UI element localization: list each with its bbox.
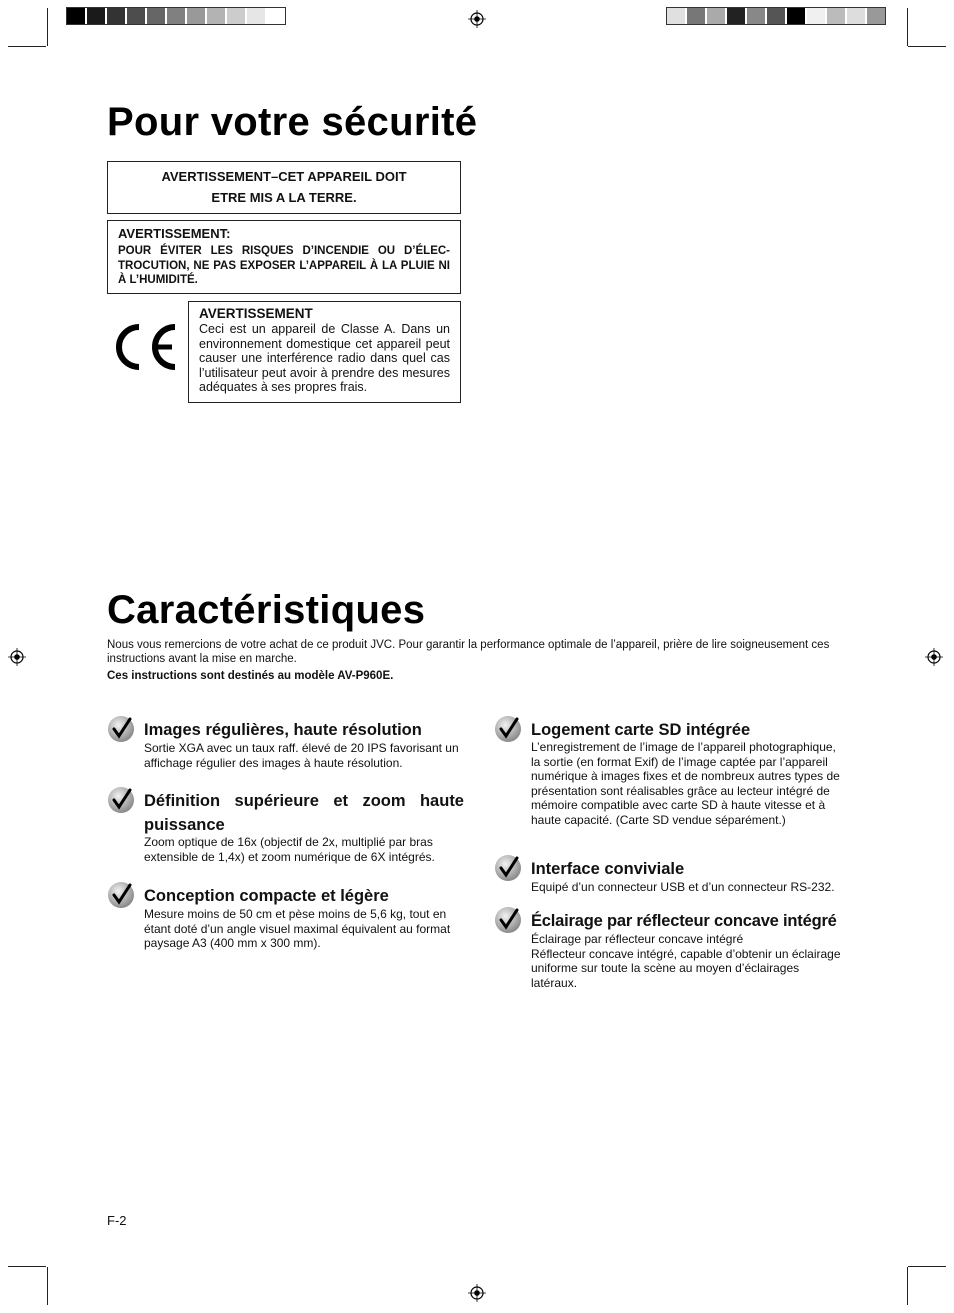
feature-item bbox=[107, 786, 467, 866]
checkmark-icon bbox=[107, 786, 135, 814]
class-a-warning-text: Ceci est un appareil de Classe A. Dans un environnement domestique cet appareil peut causer une interférence radio dans quel cas l’utilisateur peut avoir à prendre des mesures adéquates à ses propres frais. bbox=[199, 322, 450, 395]
color-swatch bbox=[187, 8, 207, 24]
humidity-warning-text: POUR ÉVITER LES RISQUES D’INCENDIE OU D’ÉLEC-TROCUTION, NE PAS EXPOSER L’APPAREIL À LA PLUIE NI À L’HUMIDITÉ. bbox=[118, 245, 450, 286]
color-swatch bbox=[227, 8, 247, 24]
feature-title: Interface conviviale bbox=[531, 860, 685, 878]
registration-mark-icon bbox=[468, 10, 486, 28]
color-swatch bbox=[847, 8, 867, 24]
feature-description: Mesure moins de 50 cm et pèse moins de 5,6 kg, tout en étant doté d’un angle visuel maximal équivalent au format paysage A3 (400 mm x 300 mm). bbox=[144, 907, 451, 951]
checkmark-icon bbox=[494, 906, 522, 934]
registration-mark-icon bbox=[925, 648, 943, 666]
feature-description: Éclairage par réflecteur concave intégré Réflecteur concave intégré, capable d’obtenir un éclairage uniforme sur toute la scène au moyen d’éclairages latéraux. bbox=[531, 932, 841, 990]
feature-title: Définition supérieure et zoom haute puissance bbox=[144, 792, 464, 834]
feature-title: Images régulières, haute résolution bbox=[144, 721, 422, 739]
color-bar-right bbox=[666, 7, 886, 25]
feature-item bbox=[107, 715, 467, 775]
color-swatch bbox=[147, 8, 167, 24]
feature-description: L’enregistrement de l’image de l’appareil photographique, la sortie (en format Exif) de l’image captée par l’appareil numérique à images fixes et de nombreux autres types de présentation sont réalisables grâce au lecteur intégré de mémoire compatible avec carte SD à haute vitesse et à haute capacité. (Carte SD vendue séparément.) bbox=[531, 740, 840, 827]
color-swatch bbox=[87, 8, 107, 24]
ground-warning-line2: ETRE MIS A LA TERRE. bbox=[211, 190, 357, 205]
color-swatch bbox=[127, 8, 147, 24]
feature-title: Logement carte SD intégrée bbox=[531, 721, 751, 739]
color-bar-left bbox=[66, 7, 286, 25]
page-number: F-2 bbox=[107, 1213, 127, 1228]
color-swatch bbox=[247, 8, 267, 24]
features-heading: Caractéristiques bbox=[107, 588, 426, 632]
model-note: Ces instructions sont destinés au modèle AV-P960E. bbox=[107, 670, 394, 682]
checkmark-icon bbox=[107, 715, 135, 743]
class-a-warning-title: AVERTISSEMENT bbox=[199, 306, 313, 321]
color-swatch bbox=[707, 8, 727, 24]
color-swatch bbox=[867, 8, 885, 24]
color-swatch bbox=[687, 8, 707, 24]
color-swatch bbox=[767, 8, 787, 24]
checkmark-icon bbox=[494, 854, 522, 882]
checkmark-icon bbox=[107, 881, 135, 909]
color-swatch bbox=[787, 8, 807, 24]
feature-item bbox=[494, 715, 854, 835]
color-swatch bbox=[107, 8, 127, 24]
color-swatch bbox=[67, 8, 87, 24]
feature-item bbox=[494, 854, 854, 898]
ce-mark-icon bbox=[112, 322, 180, 372]
color-swatch bbox=[827, 8, 847, 24]
checkmark-icon bbox=[494, 715, 522, 743]
ground-warning-box bbox=[107, 161, 461, 214]
color-swatch bbox=[167, 8, 187, 24]
color-swatch bbox=[727, 8, 747, 24]
color-swatch bbox=[207, 8, 227, 24]
feature-title: Conception compacte et légère bbox=[144, 887, 389, 905]
color-swatch bbox=[267, 8, 285, 24]
registration-mark-icon bbox=[8, 648, 26, 666]
feature-description: Zoom optique de 16x (objectif de 2x, multiplié par bras extensible de 1,4x) et zoom numérique de 6X intégrés. bbox=[144, 835, 435, 864]
intro-paragraph: Nous vous remercions de votre achat de ce produit JVC. Pour garantir la performance optimale de l’appareil, prière de lire soigneusement ces instructions avant la mise en marche. bbox=[107, 639, 830, 665]
color-swatch bbox=[807, 8, 827, 24]
ground-warning-line1: AVERTISSEMENT–CET APPAREIL DOIT bbox=[161, 169, 407, 184]
feature-description: Equipé d’un connecteur USB et d’un connecteur RS-232. bbox=[531, 880, 835, 894]
feature-item bbox=[494, 906, 854, 996]
class-a-warning-box bbox=[188, 301, 461, 403]
humidity-warning-title: AVERTISSEMENT: bbox=[118, 226, 231, 241]
registration-mark-icon bbox=[468, 1284, 486, 1302]
humidity-warning-box bbox=[107, 220, 461, 294]
feature-title: Éclairage par réflecteur concave intégré bbox=[531, 912, 837, 930]
safety-heading: Pour votre sécurité bbox=[107, 100, 478, 144]
feature-item bbox=[107, 881, 467, 961]
color-swatch bbox=[747, 8, 767, 24]
feature-description: Sortie XGA avec un taux raff. élevé de 20 IPS favorisant un affichage régulier des images à haute résolution. bbox=[144, 741, 459, 770]
color-swatch bbox=[667, 8, 687, 24]
